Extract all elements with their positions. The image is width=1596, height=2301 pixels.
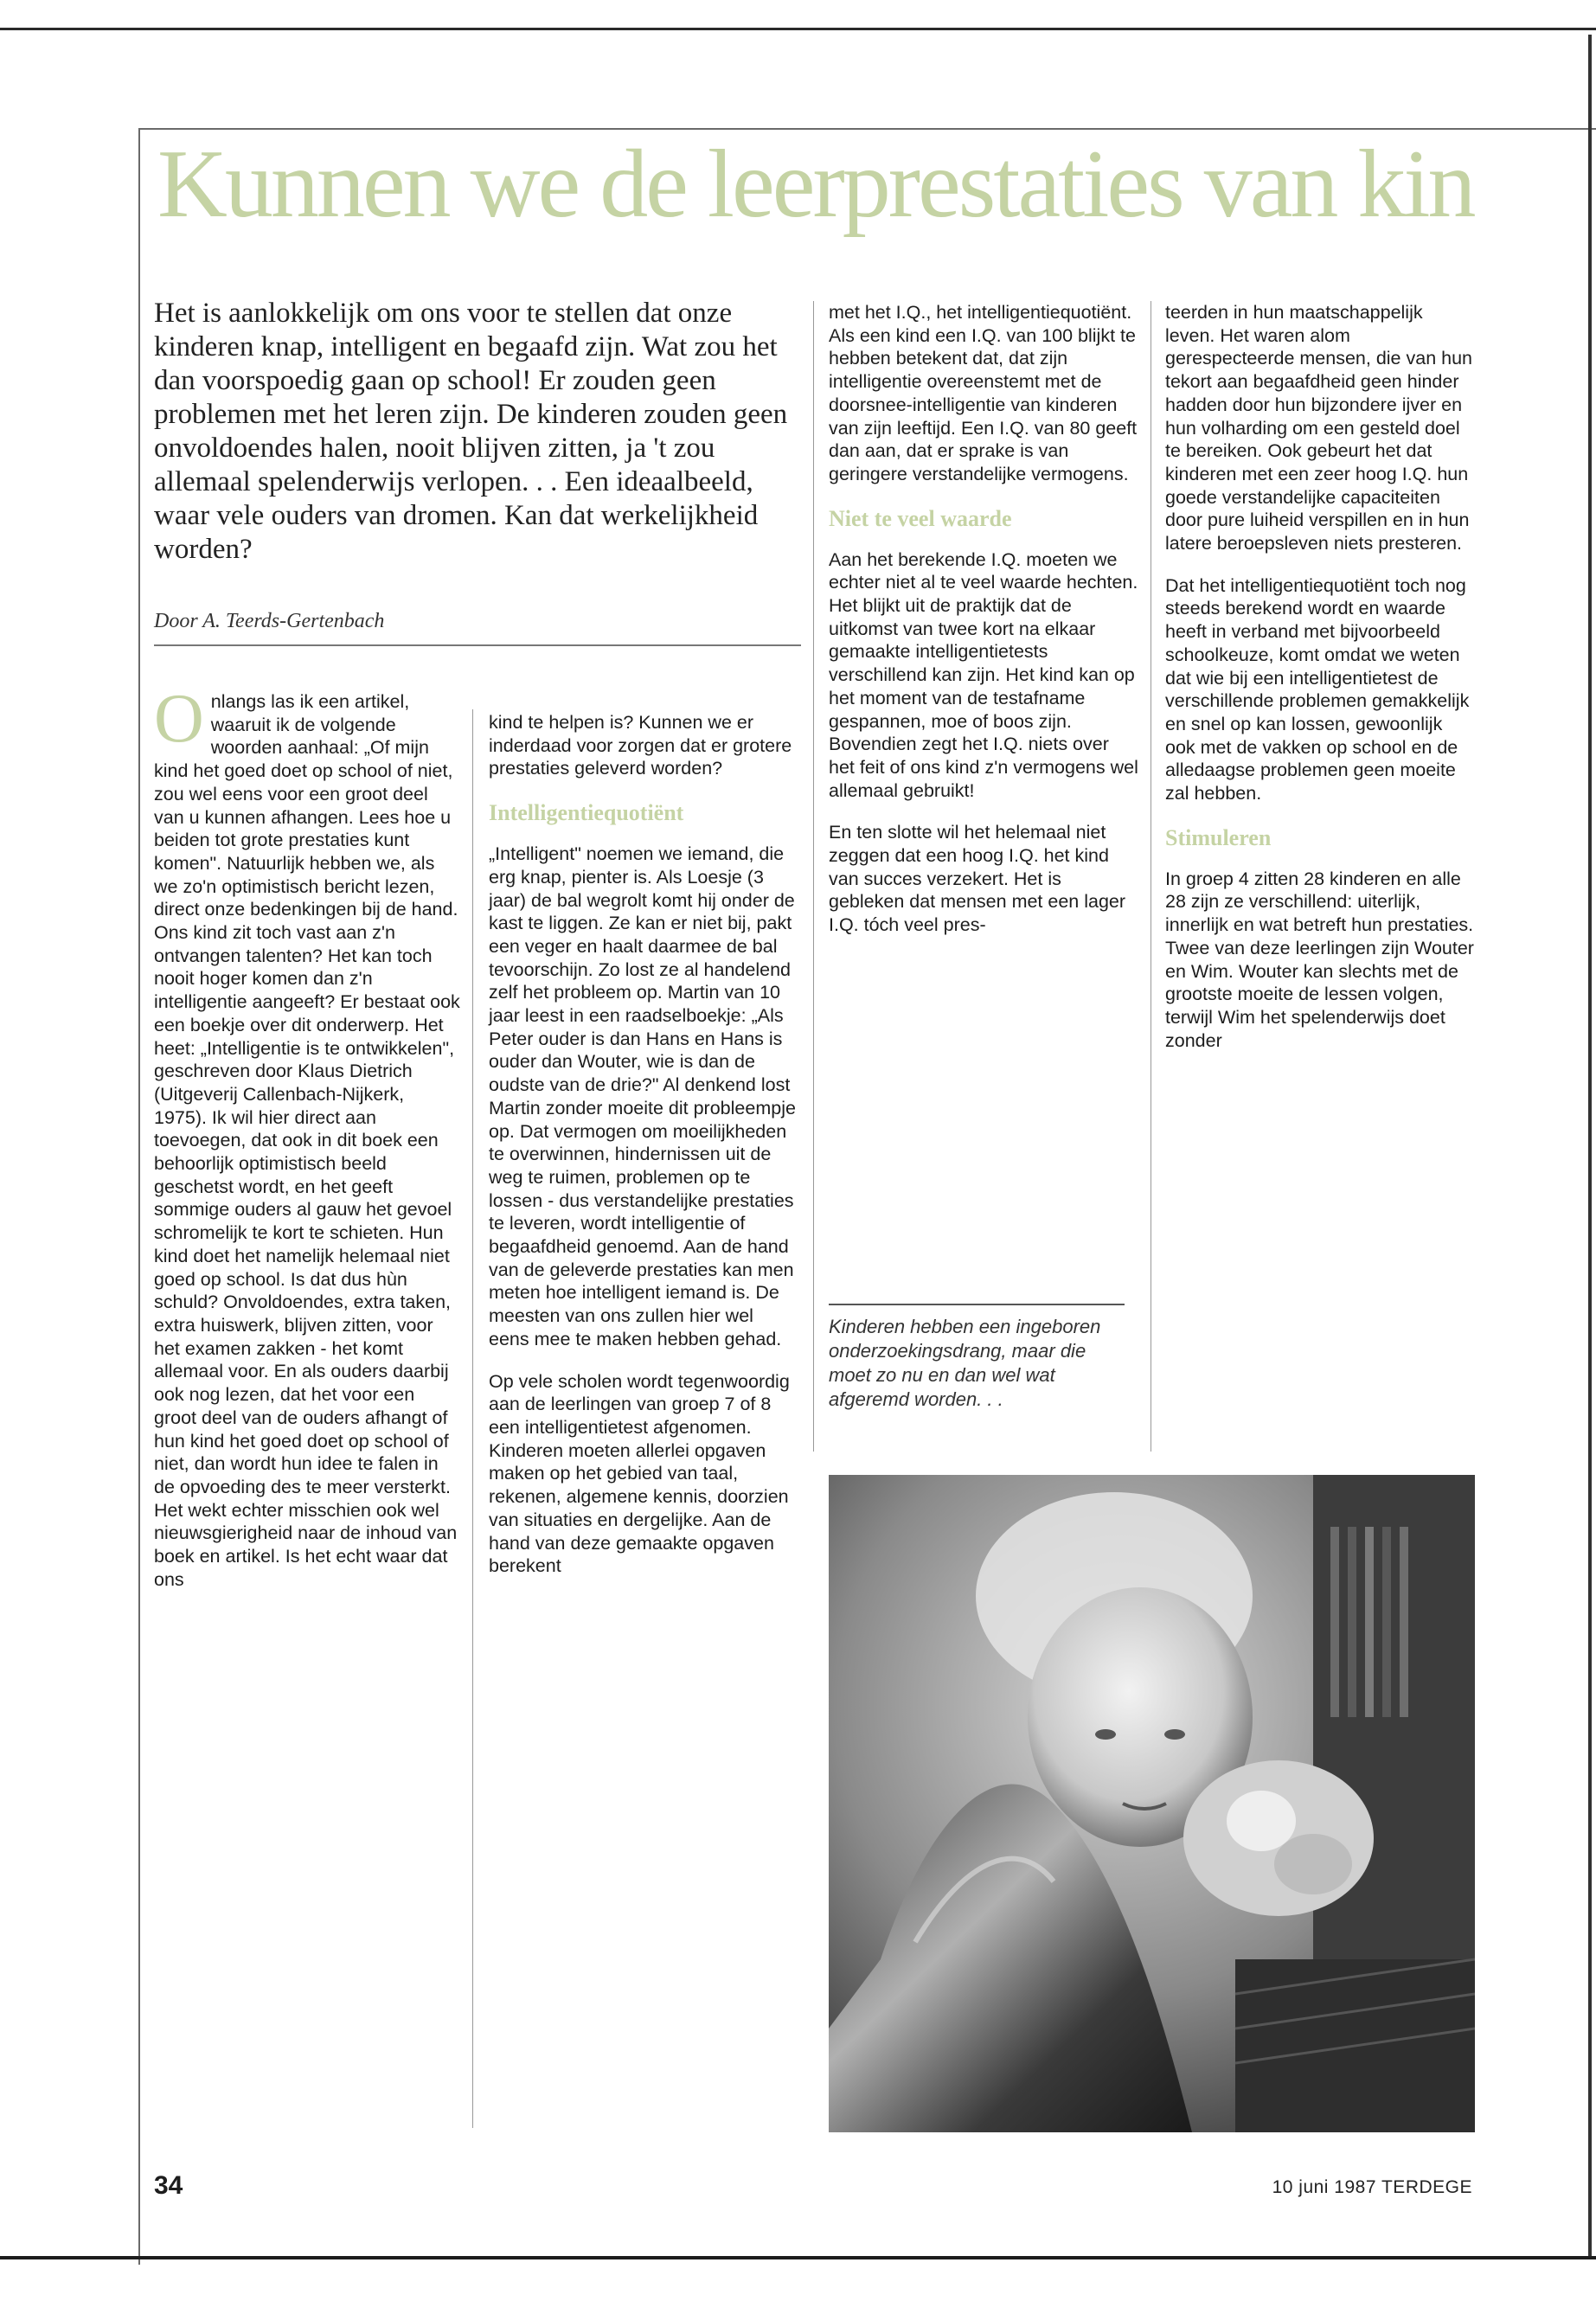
paragraph: teerden in hun maatschappelijk leven. Het waren alom gerespecteerde mensen, die van hun tekort aan begaafdheid geen hinder hadden door hun bijzondere ijver en hun volharding om een gesteld doel te bereiken. Ook gebeurt het dat kinderen met een zeer hoog I.Q. hun goede verstandelijke capaciteiten door pure luiheid verspillen en in hun latere beroepsleven niets presteren. [1165,302,1472,554]
article-column-3 [829,301,1138,956]
headline: Kunnen we de leerprestaties van kin [157,131,1474,238]
paragraph: met het I.Q., het intelligentiequotiënt. Als een kind een I.Q. van 100 blijkt te hebben betekent dat, dat zijn intelligentie overeenstemt met de doorsnee-intelligentie van kinderen van zijn leeftijd. Een I.Q. van 80 geeft dan aan, dat er sprake is van geringere verstandelijke vermogens. [829,302,1138,484]
paragraph: Aan het berekende I.Q. moeten we echter niet al te veel waarde hechten. Het blijkt uit de praktijk dat de uitkomst van twee kort na elkaar gemaakte intelligentietests verschillend kan zijn. Het kind kan op het moment van de testafname gespannen, moe of boos zijn. Bovendien zegt het I.Q. niets over het feit of ons kind z'n vermogens wel allemaal gebruikt! [829,548,1138,801]
section-heading: Niet te veel waarde [829,505,1012,531]
bottom-rule [0,2256,1596,2259]
lead-paragraph: Het is aanlokkelijk om ons voor te stellen dat onze kinderen knap, intelligent en begaafd zijn. Wat zou het dan voorspoedig gaan op school! Er zouden geen problemen met het leren zijn. De kinderen zouden geen onvoldoendes halen, nooit blijven zitten, ja 't zou allemaal spelenderwijs verlopen. . . Een ideaalbeeld, waar vele ouders van dromen. Kan dat werkelijkheid worden? [154,298,788,565]
paragraph: Dat het intelligentiequotiënt toch nog steeds berekend wordt en waarde heeft in verband met bijvoorbeeld schoolkeuze, komt omdat we weten dat wie bij een intelligentietest de verschillende problemen gemakkelijk en snel op kan lossen, gewoonlijk ook met de vakken op school en de alledaagse problemen geen moeite zal hebben. [1165,574,1470,804]
section-heading: Stimuleren [1165,824,1272,850]
child-photo [829,1475,1475,2132]
byline: Door A. Teerds-Gertenbach [154,610,385,632]
byline-rule [154,644,801,646]
issue-footer: 10 juni 1987 TERDEGE [1272,2177,1472,2197]
pull-quote: Kinderen hebben een ingeboren onderzoekingsdrang, maar die moet zo nu en dan wel wat afgeremd worden. . . [829,1316,1101,1410]
photo-illustration [829,1475,1475,2132]
paragraph: Op vele scholen wordt tegenwoordig aan de leerlingen van groep 7 of 8 een intelligentietest afgenomen. Kinderen moeten allerlei opgaven maken op het gebied van taal, rekenen, algemene kennis, doorzien van situaties en dergelijke. Aan de hand van deze gemaakte opgaven berekent [489,1370,790,1577]
paragraph: nlangs las ik een artikel, waaruit ik de volgende woorden aanhaal: „Of mijn kind het goed doet op school of niet, zou wel eens voor een groot deel van u kunnen afhangen. Lees hoe u beiden tot grote prestaties kunt komen". Natuurlijk hebben we, als we zo'n optimistisch bericht lezen, direct onze bedenkingen bij de hand. Ons kind zit toch vast aan z'n ontvangen talenten? Het kan toch nooit hoger komen dan z'n intelligentie aangeeft? Er bestaat ook een boekje over dit onderwerp. Het heet: „Intelligentie is te ontwikkelen", geschreven door Klaus Dietrich (Uitgeverij Callenbach-Nijkerk, 1975). Ik wil hier direct aan toevoegen, dat ook in dit boek een behoorlijk optimistisch beeld geschetst wordt, en het geeft sommige ouders al gauw het gevoel schromelijk te kort te schieten. Hun kind doet het namelijk helemaal niet goed op school. Is dat dus hùn schuld? Onvoldoendes, extra taken, extra huiswerk, blijven zitten, voor het examen zakken - het komt allemaal voor. En als ouders daarbij ook nog lezen, dat het voor een groot deel van de ouders afhangt of hun kind het goed doet op school of niet, dan wordt hun idee te falen in de opvoeding des te meer versterkt. Het wekt echter misschien ook wel nieuwsgierigheid naar de inhoud van boek en artikel. Is het echt waar dat ons [154,691,460,1590]
column-divider [472,709,473,2128]
page-edge [1588,35,1592,2256]
section-heading: Intelligentiequotiënt [489,800,684,826]
top-rule [0,28,1596,30]
paragraph: kind te helpen is? Kunnen we er inderdaad voor zorgen dat er grotere prestaties geleverd worden? [489,712,792,779]
article-column-2 [489,711,796,1597]
pull-quote-rule [829,1304,1125,1305]
article-column-1 [154,681,461,1610]
article-column-4 [1165,301,1475,1071]
paragraph: En ten slotte wil het helemaal niet zeggen dat een hoog I.Q. het kind van succes verzekert. Het is gebleken dat mensen met een lager I.Q. tóch veel pres- [829,822,1126,936]
paragraph: In groep 4 zitten 28 kinderen en alle 28 zijn ze verschillend: uiterlijk, innerlijk en wat betreft hun prestaties. Twee van deze leerlingen zijn Wouter en Wim. Wouter kan slechts met de grootste moeite de lessen volgen, terwijl Wim het spelenderwijs doet zonder [1165,868,1474,1051]
column-divider [813,301,814,1452]
page-number: 34 [154,2171,183,2200]
frame-left-line [138,128,140,2265]
paragraph: „Intelligent" noemen we iemand, die erg knap, pienter is. Als Loesje (3 jaar) de bal wegrolt komt hij onder de kast te liggen. Ze kan er niet bij, pakt een veger en haalt daarmee de bal tevoorschijn. Zo lost ze al handelend zelf het probleem op. Martin van 10 jaar leest in een raadselboekje: „Als Peter ouder is dan Hans en Hans is ouder dan Wouter, wie is dan de oudste van de drie?" Al denkend lost Martin zonder moeite dit probleempje op. Dat vermogen om moeilijkheden te overwinnen, hindernissen uit de weg te ruimen, problemen op te lossen - dus verstandelijke prestaties te leveren, wordt intelligentie of begaafdheid genoemd. Aan de hand van de geleverde prestaties kan men meten hoe intelligent iemand is. De meesten van ons zullen hier wel eens mee te maken hebben gehad. [489,843,796,1349]
drop-cap: O [154,681,204,757]
